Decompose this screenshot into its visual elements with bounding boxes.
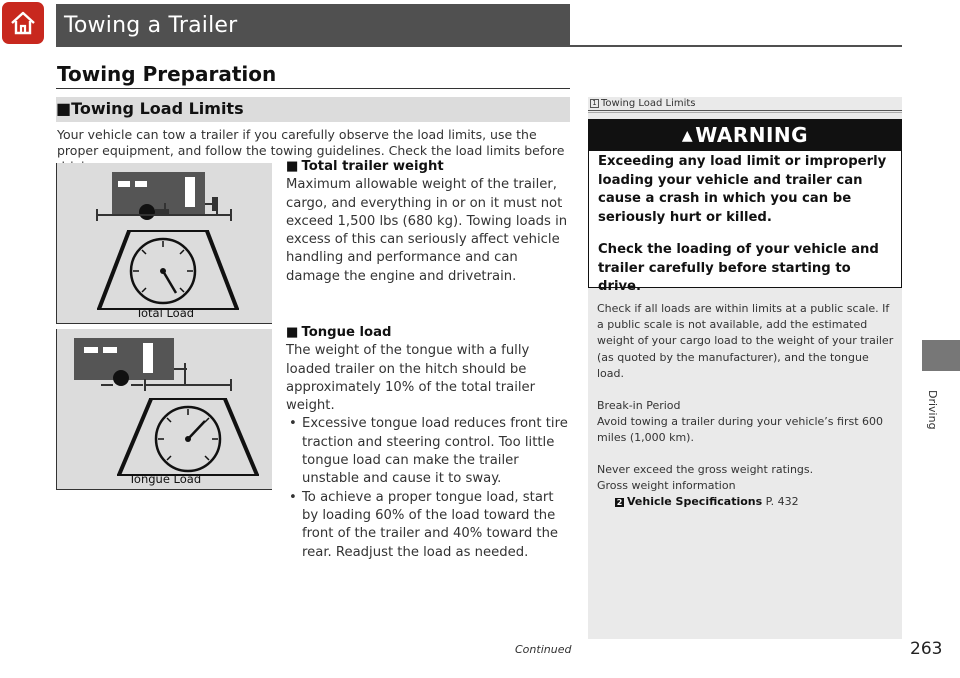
chapter-title: Towing a Trailer (64, 13, 238, 38)
list-item: • To achieve a proper tongue load, start by loading 60% of the load toward the front of the trailer and 40% toward the rear. Readjust the load as needed. (286, 489, 571, 562)
page-number: 263 (910, 639, 943, 659)
total-trailer-weight-body: Maximum allowable weight of the trailer, cargo, and everything in or on it must not exceed 1,500 lbs (680 kg). Towing loads in excess of this can seriously affect vehicle handling and performance and can damage the engine and drivetrain. (286, 177, 568, 284)
total-load-illustration (56, 163, 272, 324)
list-item: • Excessive tongue load reduces front tire traction and steering control. Too little tongue load can make the trailer unstable and cause it to sway. (286, 415, 571, 488)
warning-triangle-icon: ▲ (681, 128, 694, 144)
tongue-load-illustration (56, 329, 272, 490)
tongue-load-caption: Tongue Load (128, 472, 202, 486)
note-rule (588, 112, 902, 113)
warning-header: ▲ WARNING (589, 120, 901, 151)
tongue-load-body: The weight of the tongue with a fully loaded trailer on the hitch should be approximately 10% of the total trailer weight. (286, 343, 536, 414)
chapter-tab-marker[interactable] (922, 340, 960, 371)
section-title: Towing Preparation (57, 62, 277, 86)
warning-text-1: Exceeding any load limit or improperly loading your vehicle and trailer can cause a crash in which you can be seriously hurt or killed. (598, 154, 887, 225)
continued-label: Continued (515, 643, 572, 656)
side-para-break-in (597, 398, 897, 447)
warning-text-2: Check the loading of your vehicle and trailer carefully before starting to drive. (598, 242, 879, 294)
chapter-rule (56, 45, 902, 47)
gross-weight-text: Never exceed the gross weight ratings. (597, 463, 814, 476)
warning-box (588, 119, 902, 294)
total-load-caption: Total Load (135, 306, 195, 320)
subsection-title: ■Towing Load Limits (56, 99, 244, 118)
tongue-load-heading: ■ Tongue load (286, 325, 392, 340)
side-para-gross-weight (597, 462, 897, 511)
scale-tongue-load-icon (57, 329, 273, 490)
scale-total-load-icon (57, 163, 273, 324)
section-rule (56, 88, 570, 89)
note-marker-icon: 1 (590, 99, 599, 108)
vehicle-specs-link[interactable]: 2 Vehicle Specifications P. 432 (616, 495, 799, 509)
cross-reference-icon: 2 (616, 498, 623, 508)
tongue-load-list (286, 415, 571, 561)
side-para-scale: Check if all loads are within limits at a public scale. If a public scale is not available, add the estimated weight of your cargo load to the weight of your trailer (as quoted by the manufacturer), and the tongue load. (597, 302, 894, 380)
intro-paragraph: Your vehicle can tow a trailer if you carefully observe the load limits, use the proper equipment, and follow the towing guidelines. Check the load limits before (57, 127, 565, 158)
break-in-heading: Break-in Period (597, 399, 681, 412)
total-trailer-weight-block (286, 158, 571, 286)
square-bullet-icon: ■ (286, 159, 299, 174)
note-label: 1 Towing Load Limits (590, 98, 696, 109)
break-in-text: Avoid towing a trailer during your vehicle’s first 600 miles (1,000 km). (597, 415, 884, 445)
gross-weight-info: Gross weight information (597, 479, 736, 493)
home-button[interactable] (2, 2, 44, 44)
tongue-load-block (286, 324, 571, 562)
home-icon (9, 9, 37, 37)
chapter-tab-label[interactable]: Driving (926, 390, 939, 430)
total-trailer-weight-heading: ■ Total trailer weight (286, 159, 444, 174)
note-rule (588, 110, 902, 111)
square-bullet-icon: ■ (286, 325, 299, 340)
